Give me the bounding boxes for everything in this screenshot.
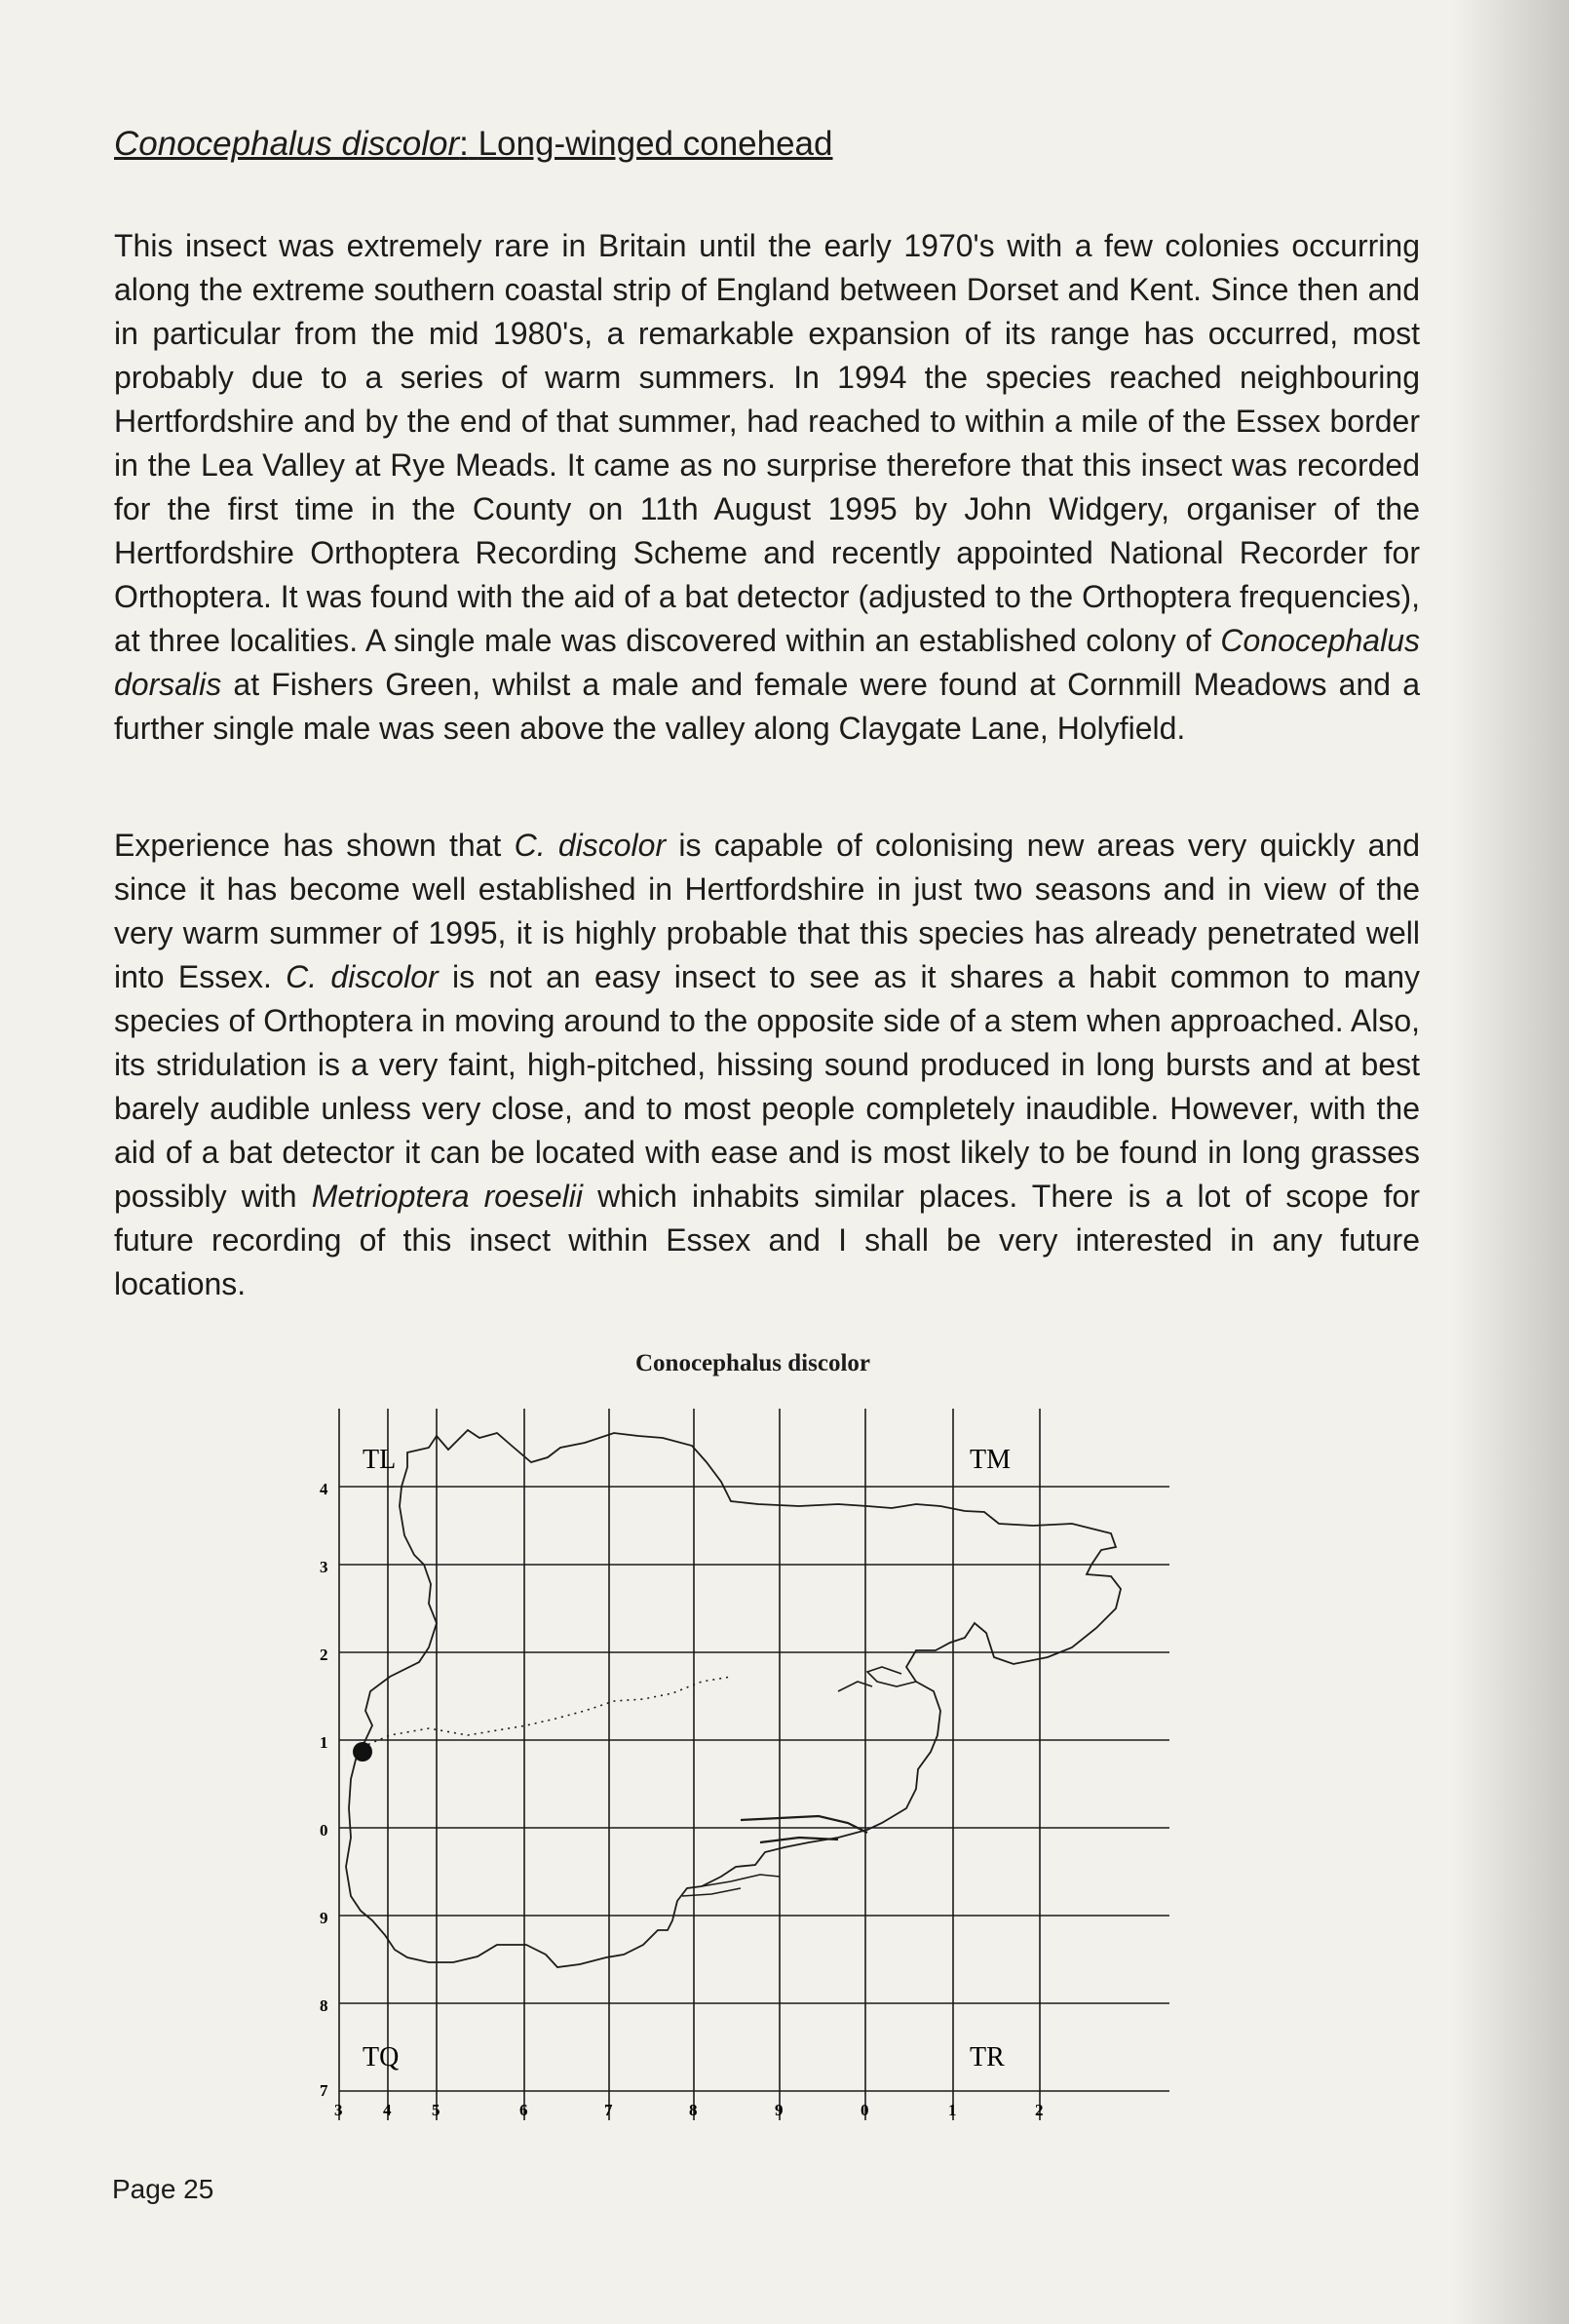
square-label-tl: TL (363, 1445, 397, 1475)
p1-text-a: This insect was extremely rare in Britain until the early 1970's with a few colonies occurring along the extreme southern coastal strip of England between Dorset and Kent. Since then and in particular from the mid 1980's, a remarkable expansion of its range has occurred, most probably due to a series of warm summers. In 1994 the species reached neighbouring Hertfordshire and by the end of that summer, had reached to within a mile of the Essex border in the Lea Valley at Rye Meads. It came as no surprise therefore that this insect was recorded for the first time in the County on 11th August 1995 by John Widgery, organiser of the Hertfordshire Orthoptera Recording Scheme and recently appointed National Recorder for Orthoptera. It was found with the aid of a bat detector (adjusted to the Orthoptera frequencies), at three localities. A single male was discovered within an established colony of (114, 228, 1420, 658)
x-tick-label: 8 (689, 2101, 698, 2119)
estuary-thames (682, 1875, 780, 1896)
p2-text-c: is not an easy insect to see as it shares a habit common to many species of Orthoptera in moving around to the opposite side of a stem when approached. Also, its stridulation is a very faint, high-pitched, hissing sound produced in long bursts and at best barely audible unless very close, and to most people completely inaudible. However, with the aid of a bat detector it can be located with ease and is most likely to be found in long grasses possibly with (114, 959, 1420, 1214)
county-boundary (346, 1430, 1121, 1967)
y-tick-labels (320, 1480, 328, 2100)
title-separator: : (459, 125, 469, 163)
y-tick-label: 0 (320, 1821, 328, 1840)
p2-species-italic-3: Metrioptera roeselii (311, 1179, 583, 1214)
square-label-tr: TR (970, 2042, 1005, 2072)
x-tick-label: 6 (519, 2101, 528, 2119)
title-species: Conocephalus discolor (114, 125, 460, 163)
x-tick-label: 7 (604, 2101, 613, 2119)
square-label-tq: TQ (363, 2042, 400, 2072)
square-label-tm: TM (970, 1445, 1011, 1475)
page-number: Page 25 (112, 2174, 214, 2204)
page-title (114, 125, 833, 164)
x-tick-label: 1 (948, 2101, 957, 2119)
p2-species-italic-2: C. discolor (286, 959, 439, 994)
x-tick-label: 0 (861, 2101, 869, 2119)
p2-text-b: is capable of colonising new areas very quickly and since it has become well established in Hertfordshire in just two seasons and in view of the very warm summer of 1995, it is highly probable that this species has already penetrated well into Essex. (114, 828, 1421, 994)
page-edge-shadow (1452, 0, 1569, 2324)
map-grid (339, 1409, 1169, 2120)
distribution-map (292, 1350, 1213, 2145)
p1-species-italic: Conocephalus dorsalis (114, 623, 1420, 702)
map-grid-svg (292, 1389, 1213, 2159)
estuary-crouch (741, 1816, 867, 1842)
y-tick-label: 7 (320, 2081, 328, 2100)
estuary-blackwater (838, 1667, 916, 1691)
y-tick-label: 4 (320, 1480, 328, 1498)
paragraph-1 (114, 224, 1420, 751)
p2-text-a: Experience has shown that (114, 828, 515, 863)
map-title: Conocephalus discolor (634, 1350, 870, 1376)
y-tick-label: 2 (320, 1646, 328, 1664)
record-dot (353, 1742, 372, 1762)
title-common-name: Long-winged conehead (478, 125, 833, 163)
p2-species-italic-1: C. discolor (514, 828, 667, 863)
x-tick-label: 2 (1035, 2101, 1044, 2119)
y-tick-label: 1 (320, 1733, 328, 1752)
x-tick-labels (334, 2101, 1044, 2119)
x-tick-label: 3 (334, 2101, 343, 2119)
herts-border-dotted (356, 1677, 731, 1750)
y-tick-label: 9 (320, 1909, 328, 1927)
p2-text-d: which inhabits similar places. There is a lot of scope for future recording of this insect within Essex and I shall be very interested in any future locations. (114, 1179, 1421, 1301)
x-tick-label: 9 (775, 2101, 784, 2119)
p1-text-b: at Fishers Green, whilst a male and female were found at Cornmill Meadows and a further single male was seen above the valley along Claygate Lane, Holyfield. (114, 667, 1420, 746)
y-tick-label: 3 (320, 1558, 328, 1576)
y-tick-label: 8 (320, 1996, 328, 2015)
paragraph-2 (114, 824, 1420, 1306)
x-tick-label: 5 (432, 2101, 440, 2119)
x-tick-label: 4 (383, 2101, 392, 2119)
